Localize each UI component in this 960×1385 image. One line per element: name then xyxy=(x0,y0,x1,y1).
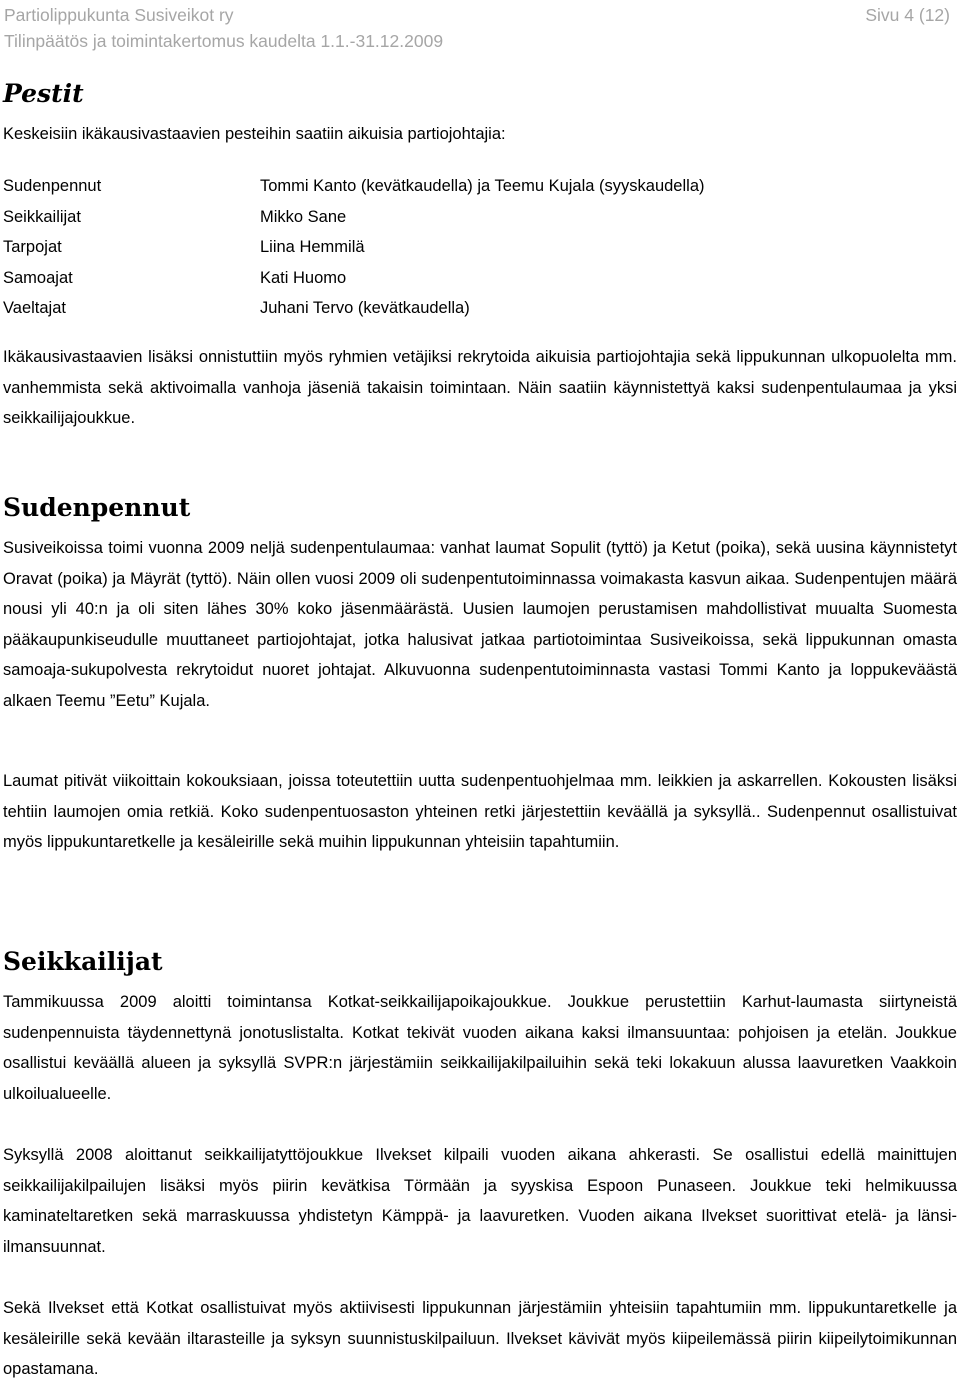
table-row xyxy=(3,232,705,263)
leader-name: Liina Hemmilä xyxy=(260,238,365,257)
organization-name: Partiolippukunta Susiveikot ry xyxy=(4,5,234,25)
section-heading-sudenpennut: Sudenpennut xyxy=(3,493,191,522)
table-row xyxy=(3,263,705,294)
pestit-paragraph: Ikäkausivastaavien lisäksi onnistuttiin myös ryhmien vetäjiksi rekrytoida aikuisia partiojohtajia sekä lippukunnan ulkopuolelta mm. vanhemmista sekä aktivoimalla vanhoja jäseniä takaisin toimintaan. Näin saatiin käynnistettyä kaksi sudenpentulaumaa ja yksi seikkailijajoukkue. xyxy=(3,348,957,427)
section-heading-seikkailijat: Seikkailijat xyxy=(3,947,163,976)
table-row xyxy=(3,202,705,233)
seikkailijat-paragraph-3: Sekä Ilvekset että Kotkat osallistuivat myös aktiivisesti lippukunnan järjestämiin yhteisiin tapahtumiin mm. lippukuntaretkelle ja kesäleirille sekä kevään iltarasteille ja syksyn suunnistuskilpailuun. Ilvekset kävivät myös kiipeilemässä piirin kiipeilytoimikunnan opastamana. xyxy=(3,1299,957,1378)
group-name: Samoajat xyxy=(3,268,73,287)
sudenpennut-paragraph-1: Susiveikoissa toimi vuonna 2009 neljä sudenpentulaumaa: vanhat laumat Sopulit (tyttö) ja Ketut (poika), sekä uusina käynnistetyt Oravat (poika) ja Mäyrät (tyttö). Näin ollen vuosi 2009 oli sudenpentutoiminnassa voimakasta kasvun aikaa. Sudenpentujen määrä nousi yli 40:n ja oli siten lähes 30% koko jäsenmäärästä. Uusien laumojen perustamisen mahdollistivat muualta Suomesta pääkaupunkiseudulle muuttaneet partiojohtajat, jotka halusivat jatkaa partiotoimintaa Susiveikoissa, sekä lippukunnan omasta samoaja-sukupolvesta rekrytoidut nuoret johtajat. Alkuvuonna sudenpentutoiminnasta vastasi Tommi Kanto ja loppukeväästä alkaen Teemu ”Eetu” Kujala. xyxy=(3,539,957,710)
seikkailijat-paragraph-2: Syksyllä 2008 aloittanut seikkailijatyttöjoukkue Ilvekset kilpaili vuoden aikana ahkerasti. Se osallistui edellä mainittujen seikkailijakilpailujen lisäksi myös piirin kevätkisa Törmään ja syyskisa Espoon Punaseen. Joukkue teki helmikuussa kaminateltaretken sekä marraskuussa yhdistetyn Kämppä- ja laavuretken. Vuoden aikana Ilvekset suorittivat etelä- ja länsi-ilmansuunnat. xyxy=(3,1146,957,1256)
group-name: Tarpojat xyxy=(3,238,62,257)
page-header xyxy=(4,2,443,54)
seikkailijat-paragraph-1: Tammikuussa 2009 aloitti toimintansa Kotkat-seikkailijapoikajoukkue. Joukkue perustettiin Karhut-laumasta siirtyneistä sudenpennuista täydennettynä jonotuslistalta. Kotkat tekivät vuoden aikana kaksi ilmansuuntaa: pohjoisen ja etelän. Joukkue osallistui keväällä alueen ja syksyllä SVPR:n järjestämiin seikkailijakilpailuihin sekä teki lokakuun alussa laavuretken Vaakkoin ulkoilualueelle. xyxy=(3,993,957,1103)
sudenpennut-paragraph-2: Laumat pitivät viikoittain kokouksiaan, joissa toteutettiin uutta sudenpentuohjelmaa mm. leikkien ja askarrellen. Kokousten lisäksi tehtiin laumojen omia retkiä. Koko sudenpentuosaston yhteinen retki järjestettiin keväällä ja syksyllä.. Sudenpennut osallistuivat myös lippukuntaretkelle ja kesäleirille sekä muihin lippukunnan yhteisiin tapahtumiin. xyxy=(3,772,957,851)
group-name: Seikkailijat xyxy=(3,207,81,226)
group-name: Vaeltajat xyxy=(3,299,66,318)
leader-name: Mikko Sane xyxy=(260,207,347,226)
leader-name: Juhani Tervo (kevätkaudella) xyxy=(260,299,470,318)
leader-name: Tommi Kanto (kevätkaudella) ja Teemu Kujala (syyskaudella) xyxy=(260,177,705,195)
leaders-table xyxy=(3,171,705,324)
section-heading-pestit: Pestit xyxy=(3,79,84,108)
page-number: Sivu 4 (12) xyxy=(865,5,950,25)
pestit-intro: Keskeisiin ikäkausivastaavien pesteihin saatiin aikuisia partiojohtajia: xyxy=(3,125,506,143)
leader-name: Kati Huomo xyxy=(260,268,347,287)
group-name: Sudenpennut xyxy=(3,177,102,195)
table-row xyxy=(3,293,705,324)
report-title: Tilinpäätös ja toimintakertomus kaudelta 1.1.-31.12.2009 xyxy=(4,31,444,51)
table-row xyxy=(3,171,705,202)
